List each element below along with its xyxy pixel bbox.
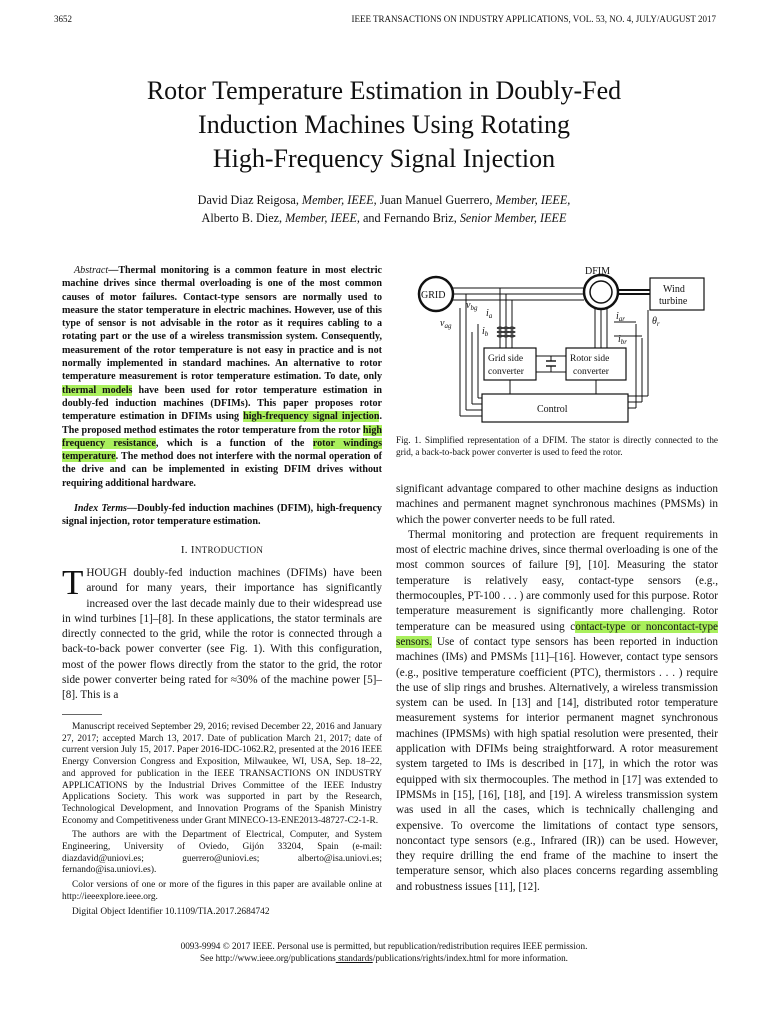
body-paragraph: significant advantage compared to other machine designs as induction machines and permanent magnet synchronous machines (PMSMs) in which the power converter needs to be full rated.	[396, 483, 718, 526]
right-column	[396, 482, 718, 895]
section-title-cap: I	[190, 543, 195, 556]
body-text: Thermal monitoring and protection are frequent requirements in most of electric machine drives, since thermal overloading is one of the most common sources of failure [9], [10]. Measuring the stator temperature is relatively easy, contact-type sensors (e.g., thermocouples, PT-100 . . . ) are commonly used for this purpose. Rotor temperature measurement is significantly more challenging. Rotor temperature can be measured using c	[396, 528, 718, 633]
grid-label: GRID	[421, 290, 446, 301]
intro-text: doubly-fed induction machines (DFIMs) have been around for many years, their importance has significantly increased over the last decade mainly due to their widespread use in wind turbines [1]–[8]. In these applications, the stator terminals are directly connected to the grid, while the rotor is connected through a back-to-back power converter (see Fig. 1). With this configuration, most of the power flows directly from the stator to the grid, the rotor side power converter being rated for ≈30% of the machine power [5]–[8]. This is a	[62, 566, 382, 702]
figure-dfim-diagram	[396, 266, 718, 428]
author-role: Senior Member, IEEE	[459, 211, 567, 225]
highlight: ontact-type or noncontact-type sensors.	[396, 620, 719, 648]
iar-label: $i_{ar}$	[616, 311, 626, 323]
footnote-doi: Digital Object Identifier 10.1109/TIA.2017.2684742	[72, 906, 270, 917]
author-name: Juan Manuel Guerrero,	[379, 193, 493, 207]
paper-title	[40, 74, 728, 176]
vag-label: $v_{ag}$	[440, 318, 452, 330]
dfim-label: DFIM	[585, 266, 611, 277]
grid-converter-label: converter	[488, 367, 524, 377]
vbg-label: $v_{bg}$	[466, 300, 478, 312]
abstract	[62, 264, 382, 490]
highlight: rotor windings temperature	[62, 437, 382, 463]
wind-turbine-label: turbine	[659, 296, 688, 307]
footnotes	[62, 722, 382, 921]
body-text: Use of contact type sensors has been reported in induction machines (IMs) and PMSMs [11]–[16]. However, contact type sensors (e.g., positive temperature coefficient (PTC), thermistors . . . ) require the use of slip rings and brushes. Alternatively, a wireless transmission system can be used. In [13] and [14], distributed rotor temperature measurement systems for interior permanent magnet synchronous machines (IPMSMs) with high spatial resolution were presented, their application with DFIMs being straightforward. A rotor measurement system targeted to IMs is described in [17], in which the rotor was equipped with six thermocouples. The method in [17] was extended to IPMSMs in [15], [16], [18], and [19]. A wireless transmission system was used in all the cases, which is technically challenging and expensive. To overcome the limitations of contact type sensors, noncontact type sensors (e.g., Infrared (IR)) can be used. However, they require drilling the end frame of the machine to insert the temperature sensor, which also places concerns regarding assembling and robustness issues [11], [12].	[396, 635, 718, 893]
highlight: high frequency resistance	[62, 424, 382, 449]
wind-turbine-label: Wind	[663, 284, 685, 295]
author-line	[40, 209, 728, 227]
author-role: Member, IEEE,	[285, 211, 360, 225]
abstract-text: Thermal monitoring is a common feature in most electric machine drives since thermal overloading is one of the most common causes of motor failures. Contact-type sensors are normally used to measure the stator temperature in electric machines. However, use of this type of sensor is not advisable in the rotor as it requires cabling to a rotating part or the use of a wireless transmission system. Consequently, measurement of the rotor temperature is not easy in practice and is not normally implemented in standard machines. An alternative to rotor temperature measurement is rotor temperature estimation. To date, only	[62, 265, 382, 383]
author-role: Member, IEEE,	[301, 193, 377, 207]
abstract-text: , which is a function of the	[155, 437, 313, 449]
author-name: Alberto B. Diez,	[201, 211, 283, 225]
intro-paragraph	[62, 562, 382, 704]
section-title-rest: NTRODUCTION	[194, 544, 264, 555]
section-number: I.	[180, 543, 188, 556]
abstract-label: Abstract	[74, 265, 109, 276]
footnote-rule	[62, 714, 102, 715]
author-name: Fernando Briz,	[383, 211, 457, 225]
figure-caption: Fig. 1. Simplified representation of a DFIM. The stator is directly connected to the grid, a back-to-back power converter is used to feed the rotor.	[396, 435, 718, 457]
author-conjunction: and	[363, 211, 381, 225]
abstract-text: . The proposed method estimates the rotor temperature from the rotor	[62, 411, 382, 436]
index-terms-label: Index Terms	[74, 503, 127, 515]
running-head: IEEE TRANSACTIONS ON INDUSTRY APPLICATIONS, VOL. 53, NO. 4, JULY/AUGUST 2017	[351, 14, 716, 24]
ib-label: $i_b$	[482, 326, 489, 338]
copyright-url: /publications/rights/index.html for more information.	[372, 953, 568, 963]
copyright-url: See http://www.ieee.org/publications	[200, 953, 336, 963]
copyright-line: 0093-9994 © 2017 IEEE. Personal use is permitted, but republication/redistribution requires IEEE permission.	[180, 941, 588, 951]
title-line: Induction Machines Using Rotating	[198, 110, 570, 139]
index-terms-text: —Doubly-fed induction machines (DFIM), high-frequency signal injection, rotor temperature estimation.	[62, 503, 382, 528]
index-terms	[62, 502, 382, 529]
control-label: Control	[537, 404, 568, 415]
copyright-line	[40, 952, 728, 964]
rotor-converter-label: Rotor side	[570, 354, 610, 364]
rotor-converter-label: converter	[573, 367, 609, 377]
footnote-manuscript: Manuscript received September 29, 2016; revised December 22, 2016 and January 27, 2017; accepted March 13, 2017. Date of publication March 21, 2017; date of current version July 15, 2017. Paper 2016-IDC-1062.R2, presented at the 2016 IEEE Energy Conversion Congress and Exposition, Milwaukee, WI, USA, Sep. 18–22, and approved for publication in the IEEE TRANSACTIONS ON INDUSTRY APPLICATIONS by the Industrial Drives Committee of the IEEE Industry Applications Society. This work was supported in part by the Research, Technological Development, and Innovation Programs of the Spanish Ministry Economy and Competitiveness under Grant MINECO-13-ENE2013-48727-C2-1-R.	[62, 722, 382, 826]
abstract-text: have been used for rotor temperature estimation in doubly-fed induction machines (DFIMs). This paper proposes rotor temperature estimation in DFIMs using	[62, 384, 382, 423]
highlight: thermal models	[62, 384, 133, 396]
theta-label: $\theta_r$	[652, 316, 660, 328]
copyright-notice	[40, 940, 728, 964]
highlight: high-frequency signal injection	[243, 411, 380, 423]
grid-converter-label: Grid side	[488, 354, 524, 364]
ia-label: $i_a$	[486, 308, 493, 320]
footnote-color: Color versions of one or more of the figures in this paper are available online at http://ieeexplore.ieee.org.	[62, 880, 382, 902]
drop-cap: T	[62, 562, 84, 602]
ibr-label: $i_{br}$	[618, 334, 628, 346]
author-name: David Diaz Reigosa,	[197, 193, 299, 207]
author-list	[40, 191, 728, 227]
author-role: Member, IEEE,	[495, 193, 571, 207]
footnote-affiliation: The authors are with the Department of Electrical, Computer, and System Engineering, University of Oviedo, Gijón 33204, Spain (e-mail: diazdavid@uniovi.es; guerrero@uniovi.es; alberto@isa.uniovi.es; fernando@isa.uniovi.es).	[62, 830, 382, 876]
title-line: Rotor Temperature Estimation in Doubly-Fed	[146, 76, 622, 105]
title-line: High-Frequency Signal Injection	[212, 144, 556, 173]
abstract-text: . The method does not interfere with the normal operation of the drive and can be implemented in existing DFIM drives without requiring additional hardware.	[62, 451, 382, 489]
author-line	[40, 191, 728, 209]
page-number: 3652	[54, 14, 72, 24]
copyright-url: standards	[335, 953, 373, 963]
section-heading	[62, 543, 382, 558]
left-column	[62, 264, 382, 704]
abstract-dash: —	[108, 265, 119, 276]
body-paragraph	[396, 528, 718, 895]
lead-smallcaps: HOUGH	[86, 566, 127, 579]
